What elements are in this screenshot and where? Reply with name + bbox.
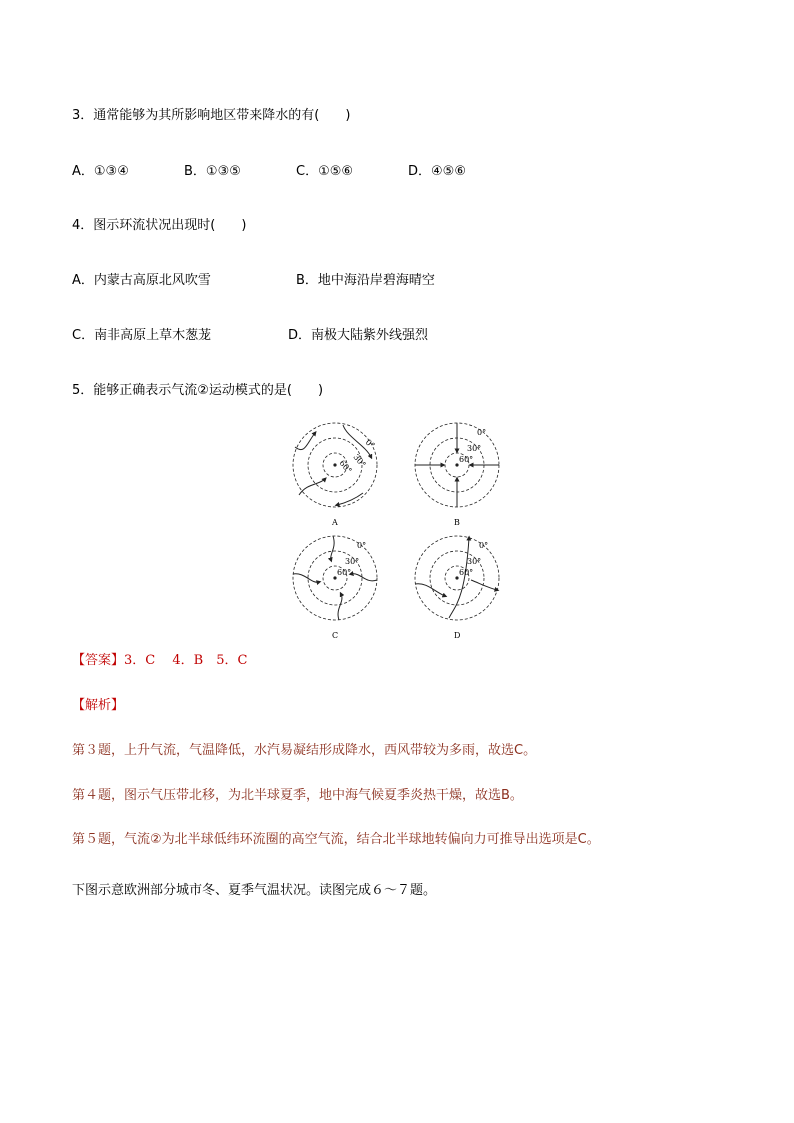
answer-text: 3．C 4．B 5．C	[124, 653, 248, 668]
diagram-b-label-30: 30°	[467, 444, 482, 453]
q4-option-c: C．南非高原上草木葱茏	[72, 328, 212, 343]
analysis-line-4: 第４题，图示气压带北移，为北半球夏季，地中海气候夏季炎热干燥，故选B。	[72, 788, 523, 803]
diagram-b-letter: B	[454, 518, 460, 527]
diagram-a	[293, 423, 377, 527]
diagram-c-letter: C	[332, 631, 339, 640]
analysis-tag: 【解析】	[72, 698, 125, 713]
q3-option-b: B．①③⑤	[184, 164, 241, 179]
diagram-d	[415, 536, 499, 640]
analysis-line-3: 第３题，上升气流，气温降低，水汽易凝结形成降水，西风带较为多雨，故选C。	[72, 743, 537, 758]
q5-stem: 5．能够正确表示气流②运动模式的是( )	[72, 383, 324, 398]
analysis-line-5: 第５题，气流②为北半球低纬环流圈的高空气流，结合北半球地转偏向力可推导出选项是C。	[72, 832, 600, 847]
diagram-c-label-0: 0°	[357, 541, 367, 550]
airflow-diagrams	[290, 420, 520, 640]
diagram-a-label-30: 30°	[351, 452, 368, 470]
diagram-c-label-60: 60°	[337, 568, 352, 577]
answer-tag: 【答案】	[72, 653, 125, 668]
q4-option-d: D．南极大陆紫外线强烈	[288, 328, 429, 343]
q3-option-a: A．①③④	[72, 164, 129, 179]
q4-stem: 4．图示环流状况出现时( )	[72, 218, 247, 233]
diagram-d-label-0: 0°	[479, 541, 489, 550]
diagram-d-letter: D	[454, 631, 461, 640]
diagram-a-label-60: 60°	[337, 458, 354, 476]
q3-option-d: D．④⑤⑥	[408, 164, 466, 179]
q3-stem: 3．通常能够为其所影响地区带来降水的有( )	[72, 108, 351, 123]
q3-option-c: C．①⑤⑥	[296, 164, 354, 179]
diagram-b-label-0: 0°	[477, 428, 487, 437]
diagram-d-label-60: 60°	[459, 568, 474, 577]
next-section-intro: 下图示意欧洲部分城市冬、夏季气温状况。读图完成６～７题。	[72, 883, 437, 898]
diagram-b-label-60: 60°	[459, 455, 474, 464]
diagram-a-letter: A	[332, 518, 338, 527]
diagram-a-label-0: 0°	[363, 437, 377, 451]
diagram-c-label-30: 30°	[345, 557, 360, 566]
diagram-c	[293, 536, 377, 640]
q4-option-a: A．内蒙古高原北风吹雪	[72, 273, 211, 288]
diagram-d-label-30: 30°	[467, 557, 482, 566]
diagram-b	[415, 423, 499, 527]
q4-option-b: B．地中海沿岸碧海晴空	[296, 273, 435, 288]
answer-line	[72, 652, 247, 670]
